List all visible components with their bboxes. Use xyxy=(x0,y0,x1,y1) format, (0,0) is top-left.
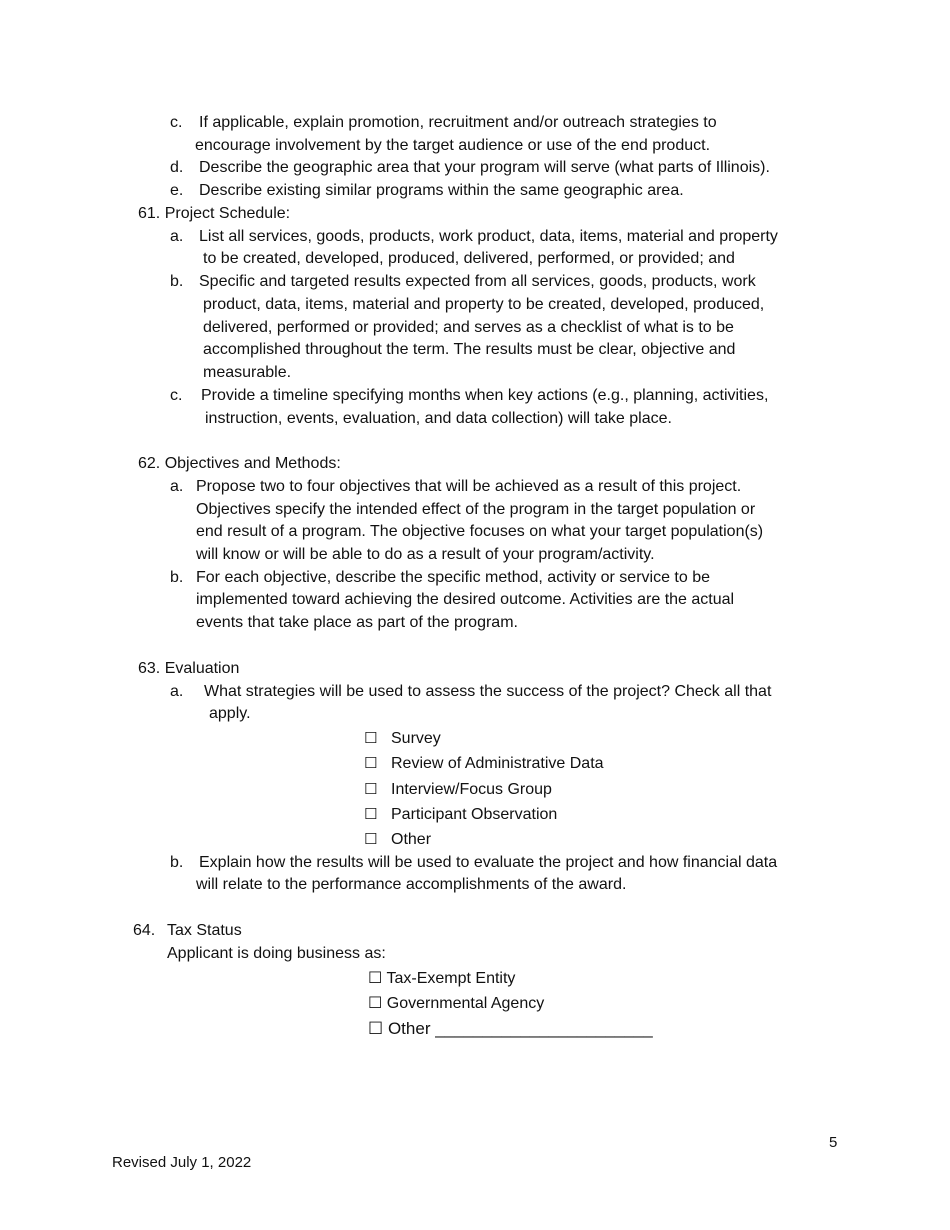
list-marker: b. xyxy=(170,854,184,871)
item-text: Explain how the results will be used to evaluate the project and how financial data xyxy=(199,854,778,871)
checkbox-label: Other xyxy=(391,831,432,848)
item-text: Describe the geographic area that your program will serve (what parts of Illinois). xyxy=(199,159,770,176)
checkbox[interactable]: ☐ xyxy=(364,729,378,747)
checkbox-option[interactable]: ☐ Other _______________________ xyxy=(368,1019,653,1038)
item-text: Specific and targeted results expected from all services, goods, products, work xyxy=(199,273,756,290)
item-text: events that take place as part of the program. xyxy=(196,614,518,631)
list-marker: e. xyxy=(170,182,184,199)
item-text: instruction, events, evaluation, and data collection) will take place. xyxy=(205,410,672,427)
section-heading: 63. Evaluation xyxy=(138,660,240,677)
item-text: If applicable, explain promotion, recruitment and/or outreach strategies to xyxy=(199,114,717,131)
checkbox[interactable]: ☐ xyxy=(364,754,378,772)
list-marker: a. xyxy=(170,478,184,495)
item-text: will relate to the performance accomplishments of the award. xyxy=(196,876,627,893)
checkbox-label: Review of Administrative Data xyxy=(391,755,604,772)
list-marker: b. xyxy=(170,273,184,290)
section-number: 64. xyxy=(133,922,156,939)
checkbox-label: Interview/Focus Group xyxy=(391,781,552,798)
item-text: delivered, performed or provided; and serves as a checklist of what is to be xyxy=(203,319,734,336)
item-text: What strategies will be used to assess the success of the project? Check all that xyxy=(204,683,772,700)
item-text: measurable. xyxy=(203,364,292,381)
section-heading: 62. Objectives and Methods: xyxy=(138,455,341,472)
item-text: end result of a program. The objective focuses on what your target population(s) xyxy=(196,523,764,540)
checkbox-option[interactable]: ☐ Tax-Exempt Entity xyxy=(368,970,516,987)
checkbox[interactable]: ☐ xyxy=(364,805,378,823)
checkbox-option[interactable]: ☐ Governmental Agency xyxy=(368,995,545,1012)
list-marker: c. xyxy=(170,387,183,404)
item-text: implemented toward achieving the desired outcome. Activities are the actual xyxy=(196,591,735,608)
item-text: product, data, items, material and property to be created, developed, produced, xyxy=(203,296,765,313)
item-text: Objectives specify the intended effect of the program in the target population or xyxy=(196,501,756,518)
checkbox-label: Survey xyxy=(391,730,441,747)
list-marker: d. xyxy=(170,159,184,176)
list-marker: a. xyxy=(170,683,184,700)
list-marker: b. xyxy=(170,569,184,586)
checkbox[interactable]: ☐ xyxy=(364,830,378,848)
item-text: apply. xyxy=(209,705,251,722)
item-text: Propose two to four objectives that will be achieved as a result of this project. xyxy=(196,478,742,495)
item-text: Describe existing similar programs within the same geographic area. xyxy=(199,182,684,199)
item-text: For each objective, describe the specific method, activity or service to be xyxy=(196,569,711,586)
item-text: Provide a timeline specifying months when key actions (e.g., planning, activities, xyxy=(201,387,769,404)
item-text: encourage involvement by the target audience or use of the end product. xyxy=(195,137,711,154)
item-text: List all services, goods, products, work product, data, items, material and property xyxy=(199,228,778,245)
item-text: accomplished throughout the term. The results must be clear, objective and xyxy=(203,341,736,358)
list-marker: c. xyxy=(170,114,183,131)
section-heading: Tax Status xyxy=(167,922,242,939)
revised-date: Revised July 1, 2022 xyxy=(112,1154,252,1171)
checkbox-label: Participant Observation xyxy=(391,806,558,823)
section-heading: 61. Project Schedule: xyxy=(138,205,291,222)
list-marker: a. xyxy=(170,228,184,245)
section-subtitle: Applicant is doing business as: xyxy=(167,945,386,962)
item-text: will know or will be able to do as a result of your program/activity. xyxy=(196,546,655,563)
checkbox[interactable]: ☐ xyxy=(364,780,378,798)
item-text: to be created, developed, produced, delivered, performed, or provided; and xyxy=(203,250,735,267)
page-number: 5 xyxy=(829,1134,838,1151)
